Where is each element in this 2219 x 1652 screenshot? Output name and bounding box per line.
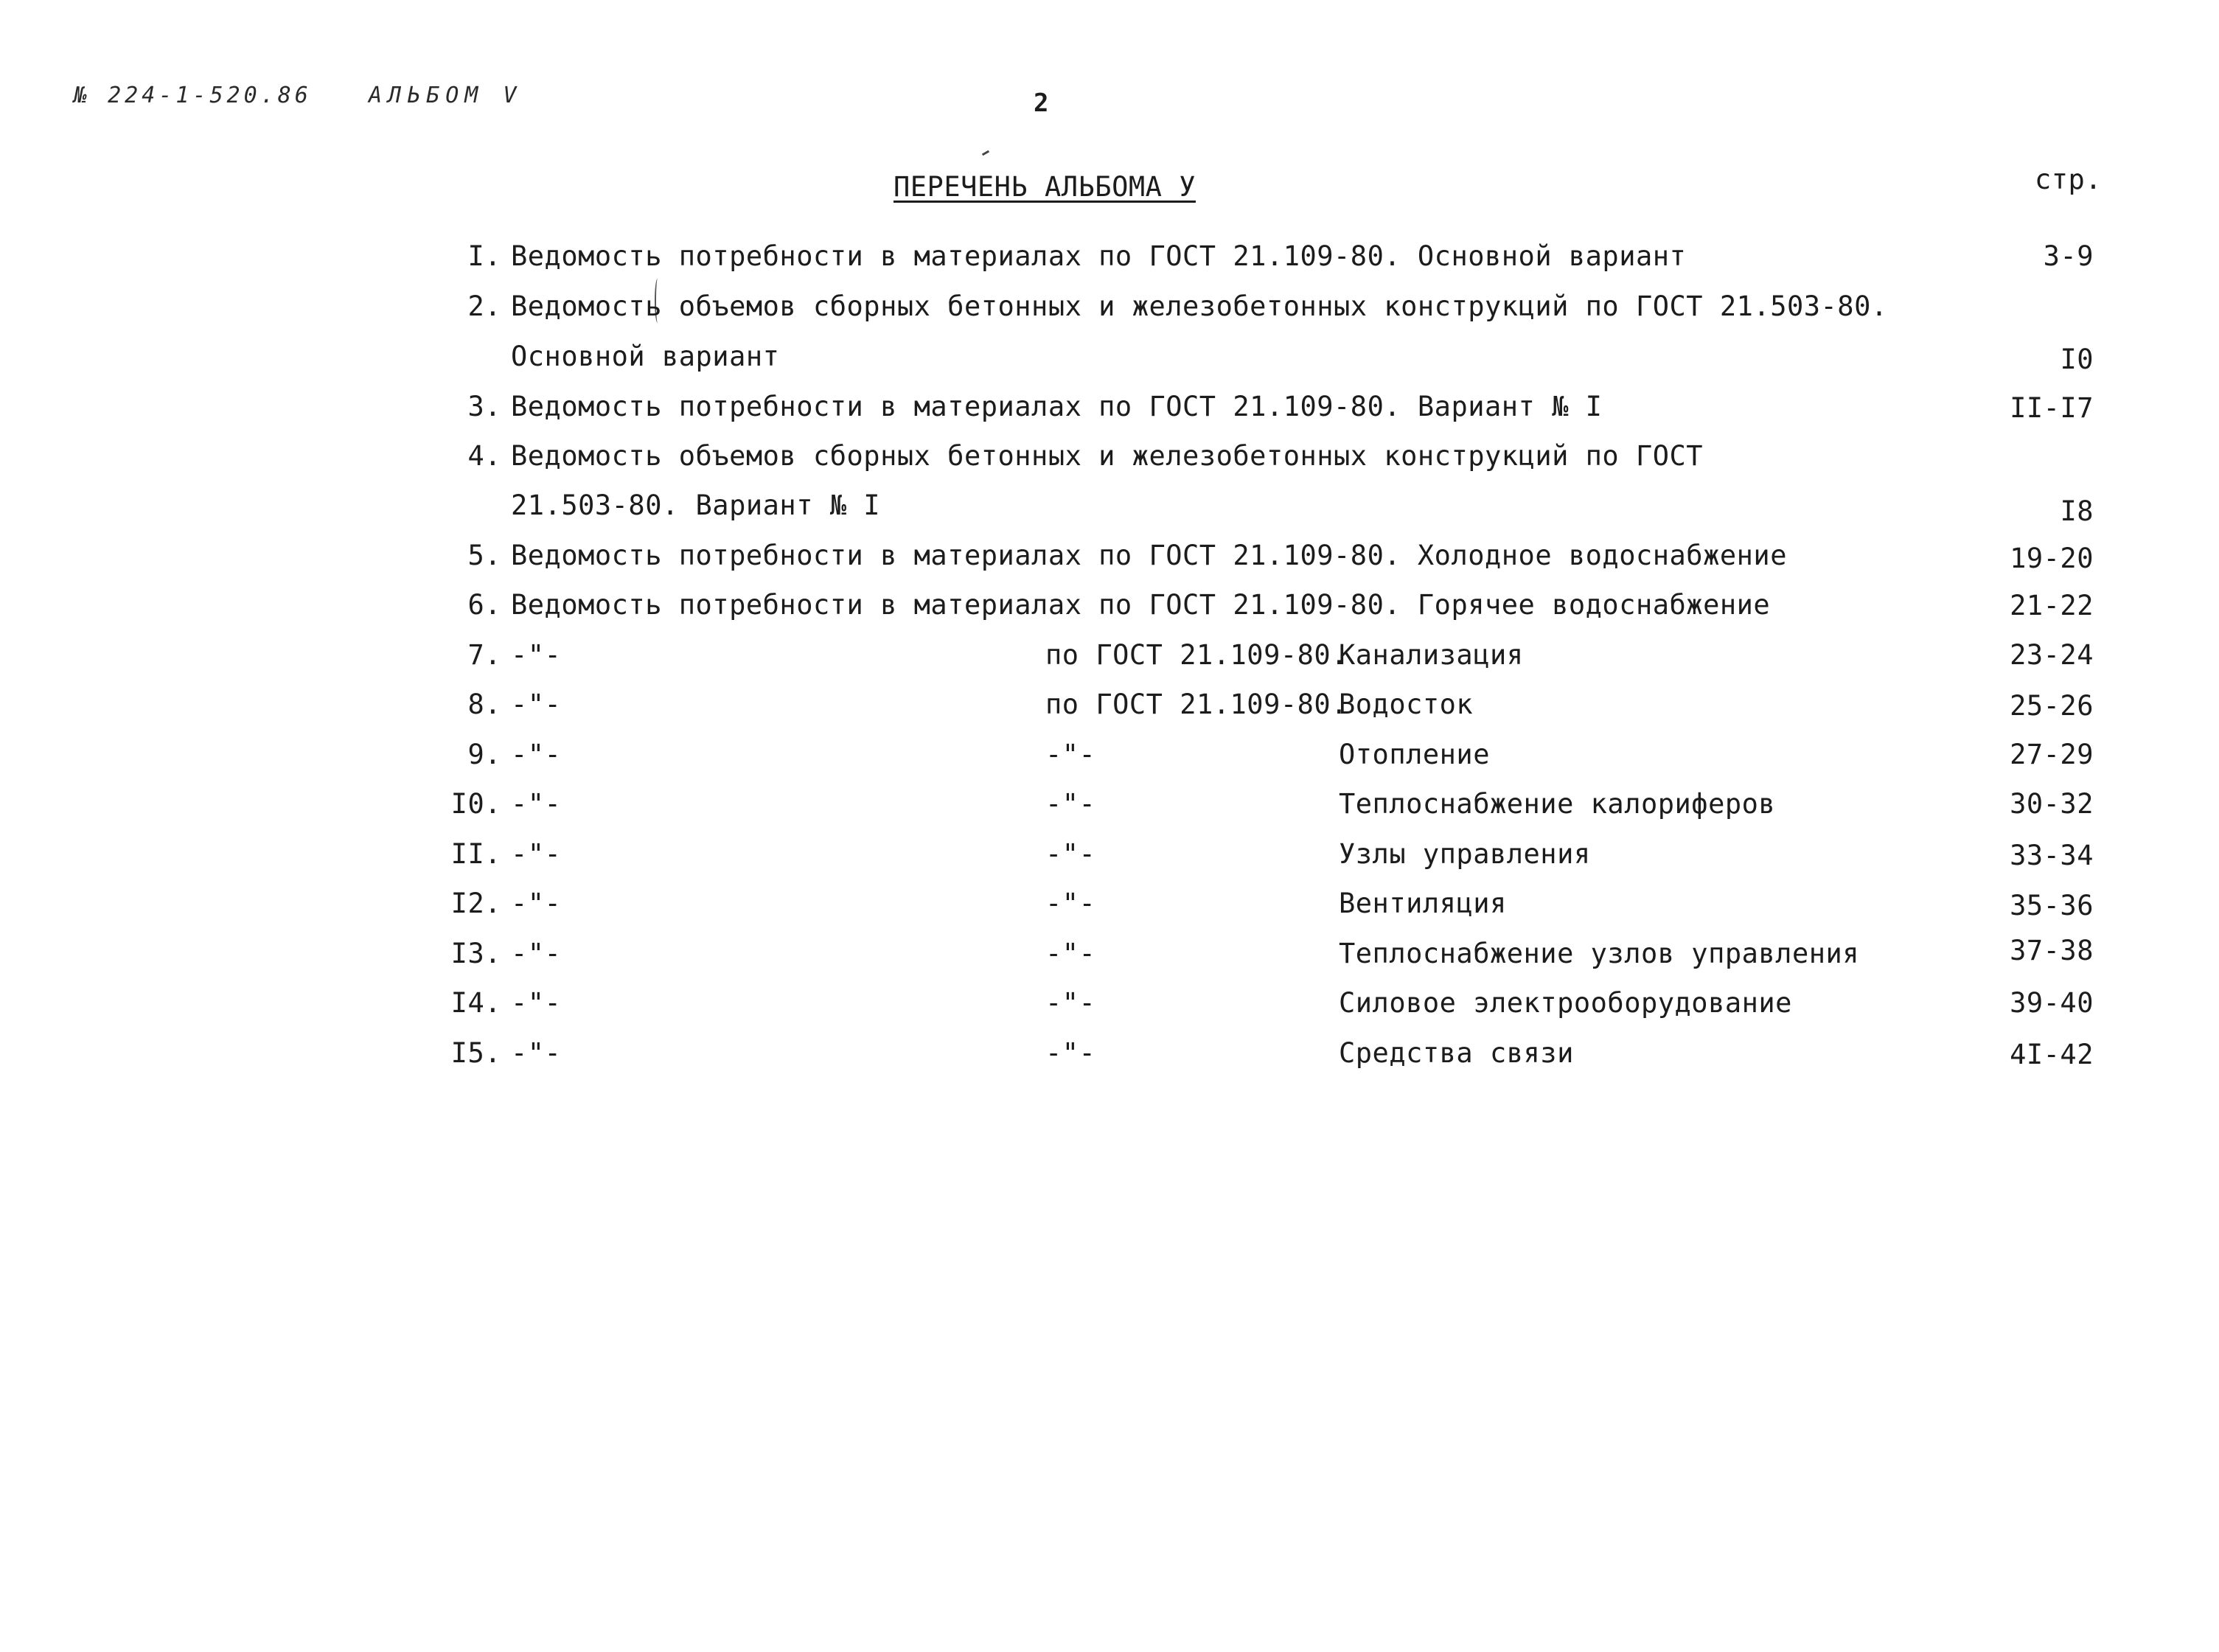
row-ditto: -"- <box>511 838 562 870</box>
document-number: № 224-1-520.86 <box>74 83 312 108</box>
row-page: 37-38 <box>2010 935 2094 966</box>
row-section: Канализация <box>1339 639 1524 671</box>
album-label: АЛЬБОМ V <box>369 83 523 108</box>
row-page: 21-22 <box>2010 590 2094 621</box>
row-text: Ведомость потребности в материалах по ГОСТ 21.109-80. Основной вариант <box>511 240 1687 272</box>
row-section: Отопление <box>1339 739 1490 770</box>
row-number: 3. <box>467 391 501 422</box>
row-number: I2. <box>450 888 501 919</box>
row-page: 4I-42 <box>2010 1039 2094 1070</box>
row-text: Ведомость потребности в материалах по ГОСТ 21.109-80. Холодное водоснабжение <box>511 540 1787 571</box>
row-page: 39-40 <box>2010 987 2094 1019</box>
row-text: 21.503-80. Вариант № I <box>511 489 881 521</box>
row-ditto: -"- <box>511 739 562 770</box>
row-standard: -"- <box>1045 838 1096 870</box>
row-standard: -"- <box>1045 739 1096 770</box>
row-section: Водосток <box>1339 689 1474 720</box>
row-ditto: -"- <box>511 938 562 969</box>
row-ditto: -"- <box>511 639 562 671</box>
row-ditto: -"- <box>511 689 562 720</box>
row-text: Ведомость потребности в материалах по ГОСТ 21.109-80. Горячее водоснабжение <box>511 589 1771 621</box>
stray-mark <box>982 150 989 156</box>
row-page: 23-24 <box>2010 639 2094 671</box>
row-page: 35-36 <box>2010 890 2094 921</box>
page-title: ПЕРЕЧЕНЬ АЛЬБОМА У <box>893 171 1196 203</box>
row-standard: по ГОСТ 21.109-80. <box>1045 639 1348 671</box>
row-number: I. <box>467 240 501 272</box>
row-standard: -"- <box>1045 888 1096 919</box>
row-page: 33-34 <box>2010 840 2094 871</box>
row-standard: -"- <box>1045 788 1096 820</box>
row-text: Ведомость объемов сборных бетонных и железобетонных конструкций по ГОСТ 21.503-80. <box>511 290 1888 322</box>
page-number: 2 <box>1034 88 1049 118</box>
row-page: I8 <box>2060 495 2094 527</box>
row-text: Ведомость потребности в материалах по ГОСТ 21.109-80. Вариант № I <box>511 391 1603 422</box>
row-number: 8. <box>467 689 501 720</box>
row-number: I3. <box>450 938 501 969</box>
row-number: II. <box>450 838 501 870</box>
row-number: I4. <box>450 987 501 1019</box>
row-number: I0. <box>450 788 501 820</box>
row-section: Теплоснабжение калориферов <box>1339 788 1776 820</box>
row-page: II-I7 <box>2010 392 2094 424</box>
row-number: 6. <box>467 589 501 621</box>
row-page: 19-20 <box>2010 543 2094 574</box>
row-section: Средства связи <box>1339 1037 1574 1069</box>
row-page: I0 <box>2060 344 2094 375</box>
row-standard: -"- <box>1045 987 1096 1019</box>
row-number: I5. <box>450 1037 501 1069</box>
row-ditto: -"- <box>511 1037 562 1069</box>
row-section: Узлы управления <box>1339 838 1591 870</box>
row-standard: -"- <box>1045 1037 1096 1069</box>
row-standard: -"- <box>1045 938 1096 969</box>
row-section: Силовое электрооборудование <box>1339 987 1792 1019</box>
row-page: 25-26 <box>2010 690 2094 722</box>
row-section: Вентиляция <box>1339 888 1507 919</box>
row-text: Основной вариант <box>511 341 780 372</box>
row-ditto: -"- <box>511 788 562 820</box>
row-ditto: -"- <box>511 987 562 1019</box>
row-page: 3-9 <box>2043 240 2094 272</box>
row-page: 27-29 <box>2010 739 2094 770</box>
row-page: 30-32 <box>2010 788 2094 820</box>
row-number: 9. <box>467 739 501 770</box>
page-column-header: стр. <box>2035 164 2103 195</box>
row-number: 2. <box>467 290 501 322</box>
row-number: 4. <box>467 440 501 472</box>
row-text: Ведомость объемов сборных бетонных и железобетонных конструкций по ГОСТ <box>511 440 1704 472</box>
row-number: 5. <box>467 540 501 571</box>
row-section: Теплоснабжение узлов управления <box>1339 938 1860 969</box>
row-ditto: -"- <box>511 888 562 919</box>
row-number: 7. <box>467 639 501 671</box>
row-standard: по ГОСТ 21.109-80. <box>1045 689 1348 720</box>
